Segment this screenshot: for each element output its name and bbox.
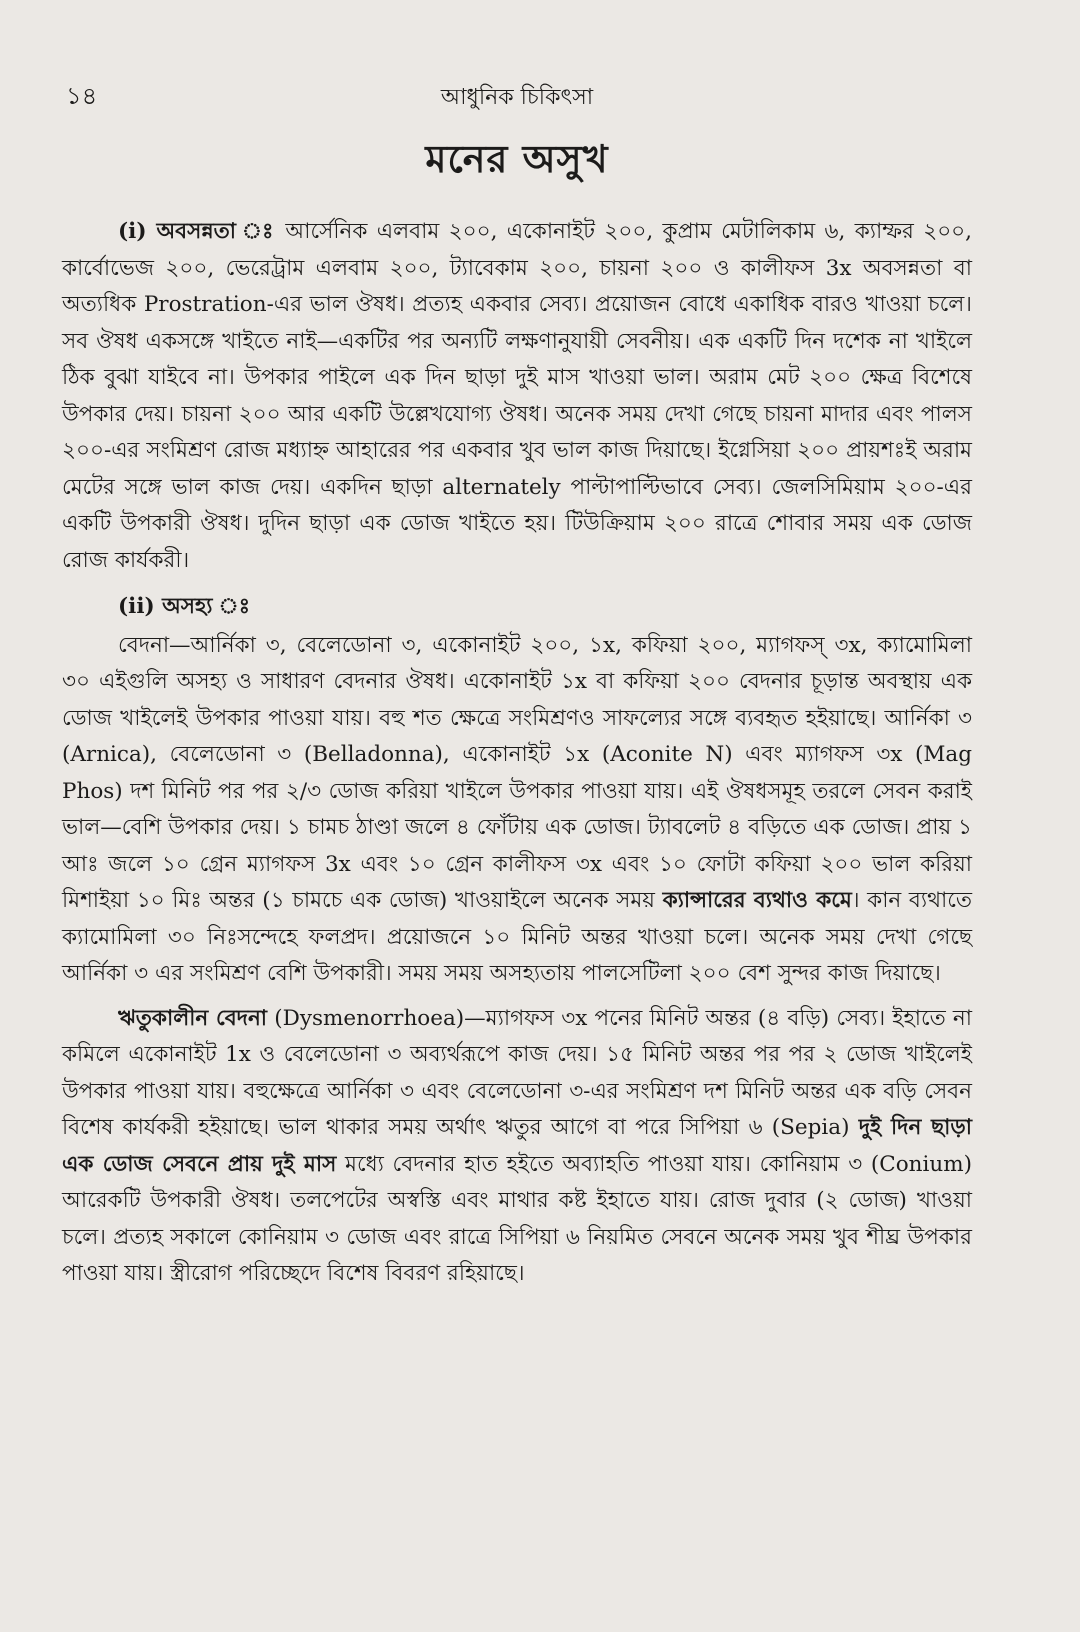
page-number: ১৪: [66, 82, 98, 110]
dysmenorrhoea-heading: ঋতুকালীন বেদনা: [118, 1005, 268, 1031]
section-label-depression: (i) অবসন্নতা ঃ: [118, 219, 277, 244]
paragraph-pain: [62, 628, 972, 993]
paragraph-depression-text: আর্সেনিক এলবাম ২০০, একোনাইট ২০০, কুপ্রাম মেটালিকাম ৬, ক্যাম্ফর ২০০, কার্বোভেজ ২০০, ভেরেট্রাম এলবাম ২০০, ট্যাবেকাম ২০০, চায়না ২০০ ও কালীফস 3x অবসন্নতা বা অত্যধিক Prostration-এর ভাল ঔষধ। প্রত্যহ একবার সেব্য। প্রয়োজন বোধে একাধিক বারও খাওয়া চলে। সব ঔষধ একসঙ্গে খাইতে নাই—একটির পর অন্যটি লক্ষণানুযায়ী সেবনীয়। এক একটি দিন দশেক না খাইলে ঠিক বুঝা যাইবে না। উপকার পাইলে এক দিন ছাড়া দুই মাস খাওয়া ভাল। অরাম মেট ২০০ ক্ষেত্র বিশেষে উপকার দেয়। চায়না ২০০ আর একটি উল্লেখযোগ্য ঔষধ। অনেক সময় দেখা গেছে চায়না মাদার এবং পালস ২০০-এর সংমিশ্রণ রোজ মধ্যাহ্ন আহারের পর একবার খুব ভাল কাজ দিয়াছে। ইগ্নেসিয়া ২০০ প্রায়শঃই অরাম মেটের সঙ্গে ভাল কাজ দেয়। একদিন ছাড়া alternately পাল্টাপাল্টিভাবে সেব্য। জেলসিমিয়াম ২০০-এর একটি উপকারী ঔষধ। দুদিন ছাড়া এক ডোজ খাইতে হয়। টিউক্রিয়াম ২০০ রাত্রে শোবার সময় এক ডোজ রোজ কার্যকরী।: [62, 219, 972, 573]
paragraph-dysmenorrhoea-text-a: (Dysmenorrhoea)—ম্যাগফস ৩x পনের মিনিট অন্তর (৪ বড়ি) সেব্য। ইহাতে না কমিলে একোনাইট 1x ও বেলেডোনা ৩ অব্যর্থরূপে কাজ দেয়। ১৫ মিনিট অন্তর পর পর ২ ডোজ খাইলেই উপকার পাওয়া যায়। বহুক্ষেত্রে আর্নিকা ৩ এবং বেলেডোনা ৩-এর সংমিশ্রণ দশ মিনিট অন্তর এক বড়ি সেবন বিশেষ কার্যকরী হইয়াছে। ভাল থাকার সময় অর্থাৎ ঋতুর আগে বা পরে সিপিয়া ৬ (Sepia): [62, 1005, 972, 1140]
paragraph-dysmenorrhoea: [62, 1001, 972, 1293]
running-head: [62, 70, 972, 110]
paragraph-depression: [62, 214, 972, 579]
paragraph-pain-emphasis: ক্যান্সারের ব্যথাও কমে: [662, 888, 852, 913]
running-title: আধুনিক চিকিৎসা: [440, 85, 594, 110]
paragraph-dysmenorrhoea-text-b: মধ্যে বেদনার হাত হইতে অব্যাহতি পাওয়া যায়। কোনিয়াম ৩ (Conium) আরেকটি উপকারী ঔষধ। তলপেটের অস্বস্তি এবং মাথার কষ্ট ইহাতে যায়। রোজ দুবার (২ ডোজ) খাওয়া চলে। প্রত্যহ সকালে কোনিয়াম ৩ ডোজ এবং রাত্রে সিপিয়া ৬ নিয়মিত সেবনে অনেক সময় খুব শীঘ্র উপকার পাওয়া যায়। স্ত্রীরোগ পরিচ্ছেদে বিশেষ বিবরণ রহিয়াছে।: [62, 1151, 972, 1286]
section-label-unbearable: (ii) অসহ্য ঃ: [118, 594, 251, 619]
paragraph-pain-text-a: বেদনা—আর্নিকা ৩, বেলেডোনা ৩, একোনাইট ২০০, ১x, কফিয়া ২০০, ম্যাগফস্ ৩x, ক্যামোমিলা ৩০ এইগুলি অসহ্য ও সাধারণ বেদনার ঔষধ। একোনাইট ১x বা কফিয়া ২০০ বেদনার চূড়ান্ত অবস্থায় এক ডোজ খাইলেই উপকার পাওয়া যায়। বহু শত ক্ষেত্রে সংমিশ্রণও সাফল্যের সঙ্গে ব্যবহৃত হইয়াছে। আর্নিকা ৩ (Arnica), বেলেডোনা ৩ (Belladonna), একোনাইট ১x (Aconite N) এবং ম্যাগফস ৩x (Mag Phos) দশ মিনিট পর পর ২/৩ ডোজ করিয়া খাইলে উপকার পাওয়া যায়। এই ঔষধসমূহ তরলে সেবন করাই ভাল—বেশি উপকার দেয়। ১ চামচ ঠাণ্ডা জলে ৪ ফোঁটায় এক ডোজ। ট্যাবলেট ৪ বড়িতে এক ডোজ। প্রায় ১ আঃ জলে ১০ গ্রেন ম্যাগফস 3x এবং ১০ গ্রেন কালীফস ৩x এবং ১০ ফোটা কফিয়া ২০০ ভাল করিয়া মিশাইয়া ১০ মিঃ অন্তর (১ চামচে এক ডোজ) খাওয়াইলে অনেক সময়: [62, 632, 972, 913]
paragraph-dysmenorrhoea-emphasis: দুই দিন ছাড়া এক ডোজ সেবনে প্রায় দুই মাস: [62, 1115, 973, 1177]
paragraph-pain-text-b: । কান ব্যথাতে ক্যামোমিলা ৩০ নিঃসন্দেহে ফলপ্রদ। প্রয়োজনে ১০ মিনিট অন্তর খাওয়া চলে। অনেক সময় দেখা গেছে আর্নিকা ৩ এর সংমিশ্রণ বেশি উপকারী। সময় সময় অসহ্যতায় পালসেটিলা ২০০ বেশ সুন্দর কাজ দিয়াছে।: [62, 888, 972, 986]
chapter-title: মনের অসুখ: [425, 136, 609, 181]
